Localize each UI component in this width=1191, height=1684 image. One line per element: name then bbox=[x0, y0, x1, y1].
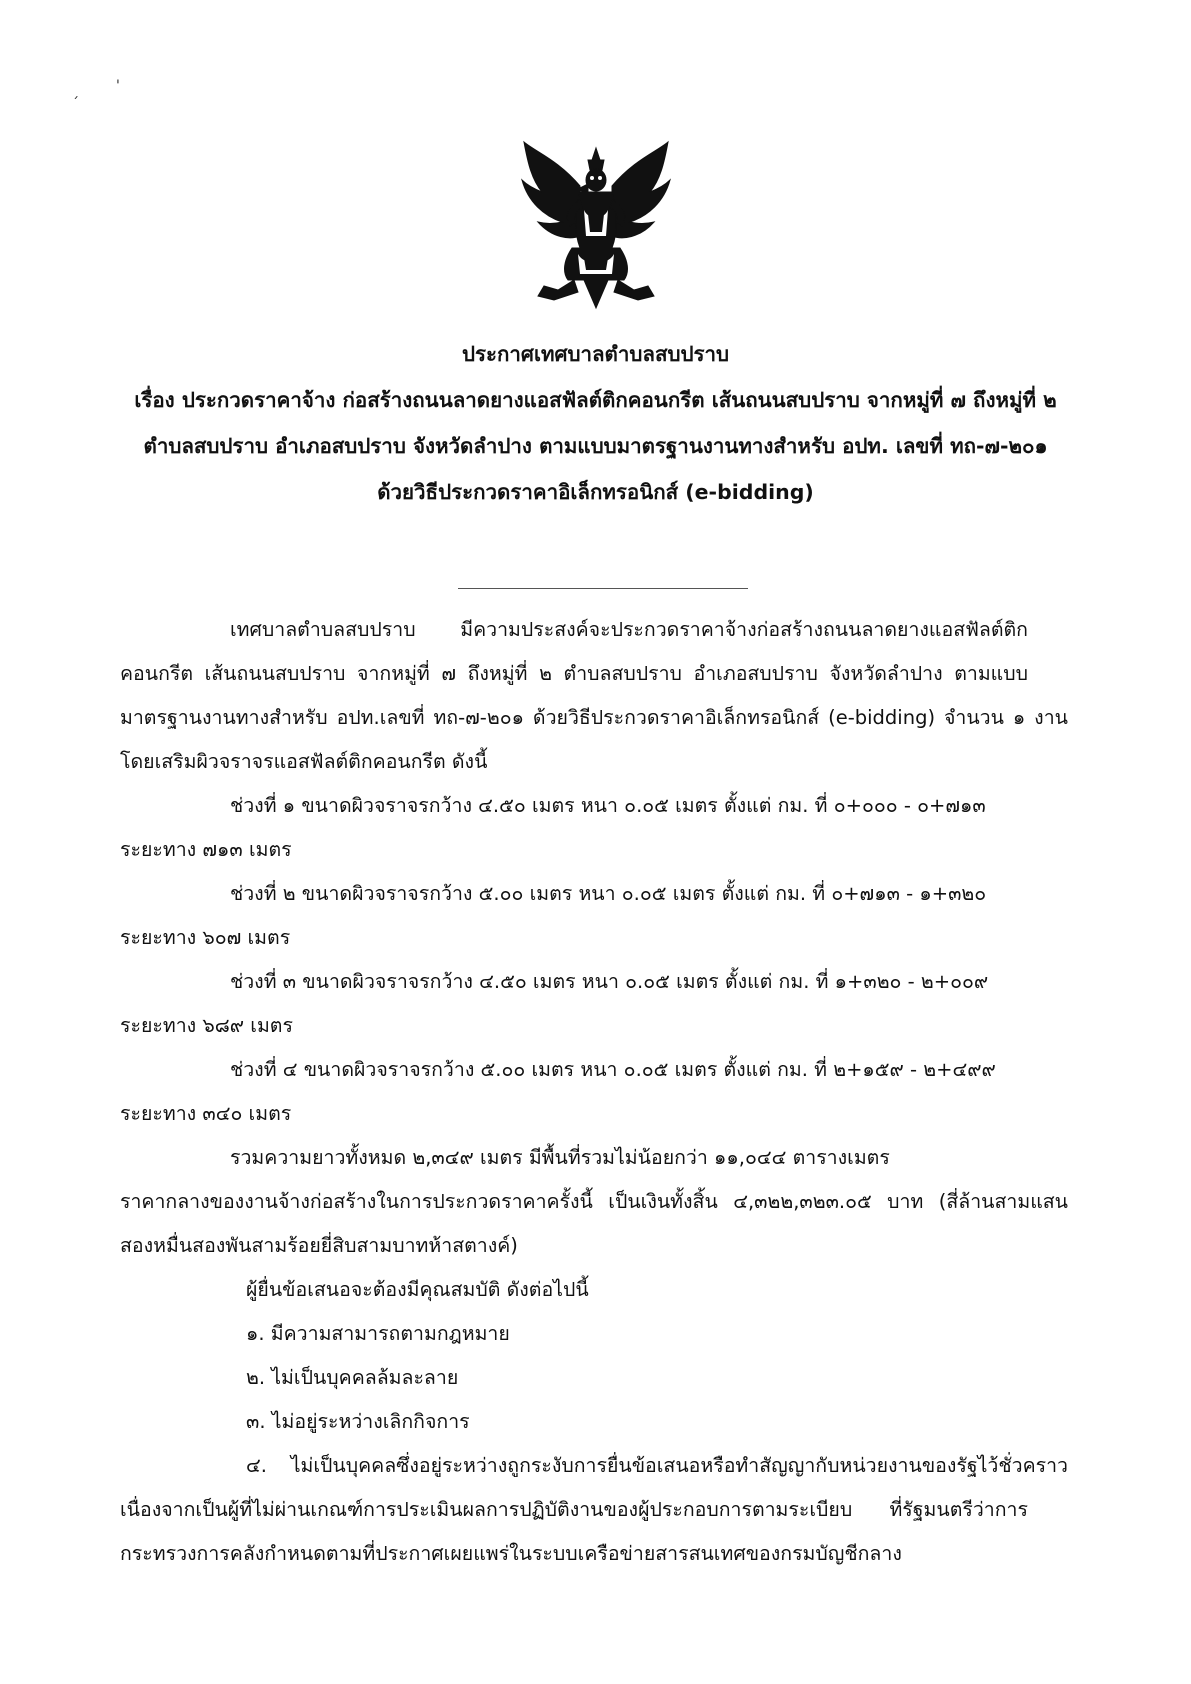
subject-line-1: เรื่อง ประกวดราคาจ้าง ก่อสร้างถนนลาดยางแอสฟัลต์ติกคอนกรีต เส้นถนนสบปราบ จากหมู่ที่ ๗ ถึงหมู่ที่ ๒ bbox=[134, 388, 1057, 412]
median-price: ราคากลางของงานจ้างก่อสร้างในการประกวดราคาครั้งนี้ เป็นเงินทั้งสิ้น ๔,๓๒๒,๓๒๓.๐๕ บาท (สี่ล้านสามแสน bbox=[120, 1190, 1068, 1213]
median-price-words: สองหมื่นสองพันสามร้อยยี่สิบสามบาทห้าสตางค์) bbox=[120, 1234, 518, 1257]
qualification-item-4-cont: กระทรวงการคลังกำหนดตามที่ประกาศเผยแพร่ในระบบเครือข่ายสารสนเทศของกรมบัญชีกลาง bbox=[120, 1542, 902, 1565]
intro-line: คอนกรีต เส้นถนนสบปราบ จากหมู่ที่ ๗ ถึงหมู่ที่ ๒ ตำบลสบปราบ อำเภอสบปราบ จังหวัดลำปาง ตามแบบ bbox=[120, 662, 1028, 685]
total-length: รวมความยาวทั้งหมด ๒,๓๔๙ เมตร มีพื้นที่รวมไม่น้อยกว่า ๑๑,๐๔๔ ตารางเมตร bbox=[230, 1146, 890, 1169]
section-4-distance: ระยะทาง ๓๔๐ เมตร bbox=[120, 1102, 292, 1125]
qualification-item-4: ๔. ไม่เป็นบุคคลซึ่งอยู่ระหว่างถูกระงับการยื่นข้อเสนอหรือทำสัญญากับหน่วยงานของรัฐไว้ชั่วคราว bbox=[246, 1454, 1068, 1477]
qualifications-intro: ผู้ยื่นข้อเสนอจะต้องมีคุณสมบัติ ดังต่อไปนี้ bbox=[246, 1278, 589, 1301]
announcement-title: ประกาศเทศบาลตำบลสบปราบ bbox=[461, 342, 730, 366]
section-2-spec: ช่วงที่ ๒ ขนาดผิวจราจรกว้าง ๕.๐๐ เมตร หนา ๐.๐๕ เมตร ตั้งแต่ กม. ที่ ๐+๗๑๓ - ๑+๓๒๐ bbox=[230, 882, 987, 905]
scan-speck: ´ bbox=[72, 96, 79, 112]
intro-line: เทศบาลตำบลสบปราบ มีความประสงค์จะประกวดราคาจ้างก่อสร้างถนนลาดยางแอสฟัลต์ติก bbox=[230, 618, 1028, 641]
scan-speck: ' bbox=[116, 78, 120, 94]
heading-divider bbox=[458, 588, 748, 589]
qualification-item: ๑. มีความสามารถตามกฎหมาย bbox=[246, 1322, 510, 1345]
qualification-item-4-cont: เนื่องจากเป็นผู้ที่ไม่ผ่านเกณฑ์การประเมินผลการปฏิบัติงานของผู้ประกอบการตามระเบียบ ที่รัฐมนตรีว่าการ bbox=[120, 1498, 1028, 1521]
subject-line-3: ด้วยวิธีประกวดราคาอิเล็กทรอนิกส์ (e-bidding) bbox=[377, 480, 814, 504]
qualification-item: ๒. ไม่เป็นบุคคลล้มละลาย bbox=[246, 1366, 459, 1389]
section-3-distance: ระยะทาง ๖๘๙ เมตร bbox=[120, 1014, 293, 1037]
qualification-item: ๓. ไม่อยู่ระหว่างเลิกกิจการ bbox=[246, 1410, 470, 1433]
section-3-spec: ช่วงที่ ๓ ขนาดผิวจราจรกว้าง ๔.๕๐ เมตร หนา ๐.๐๕ เมตร ตั้งแต่ กม. ที่ ๑+๓๒๐ - ๒+๐๐๙ bbox=[230, 970, 989, 993]
intro-line: โดยเสริมผิวจราจรแอสฟัลต์ติกคอนกรีต ดังนี้ bbox=[120, 750, 488, 773]
section-1-distance: ระยะทาง ๗๑๓ เมตร bbox=[120, 838, 292, 861]
garuda-emblem-icon bbox=[518, 140, 674, 310]
intro-line: มาตรฐานงานทางสำหรับ อปท.เลขที่ ทถ-๗-๒๐๑ ด้วยวิธีประกวดราคาอิเล็กทรอนิกส์ (e-bidding) จำนวน ๑ งาน bbox=[120, 706, 1068, 729]
section-2-distance: ระยะทาง ๖๐๗ เมตร bbox=[120, 926, 291, 949]
section-1-spec: ช่วงที่ ๑ ขนาดผิวจราจรกว้าง ๔.๕๐ เมตร หนา ๐.๐๕ เมตร ตั้งแต่ กม. ที่ ๐+๐๐๐ - ๐+๗๑๓ bbox=[230, 794, 986, 817]
section-4-spec: ช่วงที่ ๔ ขนาดผิวจราจรกว้าง ๕.๐๐ เมตร หนา ๐.๐๕ เมตร ตั้งแต่ กม. ที่ ๒+๑๕๙ - ๒+๔๙๙ bbox=[230, 1058, 996, 1081]
subject-line-2: ตำบลสบปราบ อำเภอสบปราบ จังหวัดลำปาง ตามแบบมาตรฐานงานทางสำหรับ อปท. เลขที่ ทถ-๗-๒๐๑ bbox=[143, 434, 1048, 458]
